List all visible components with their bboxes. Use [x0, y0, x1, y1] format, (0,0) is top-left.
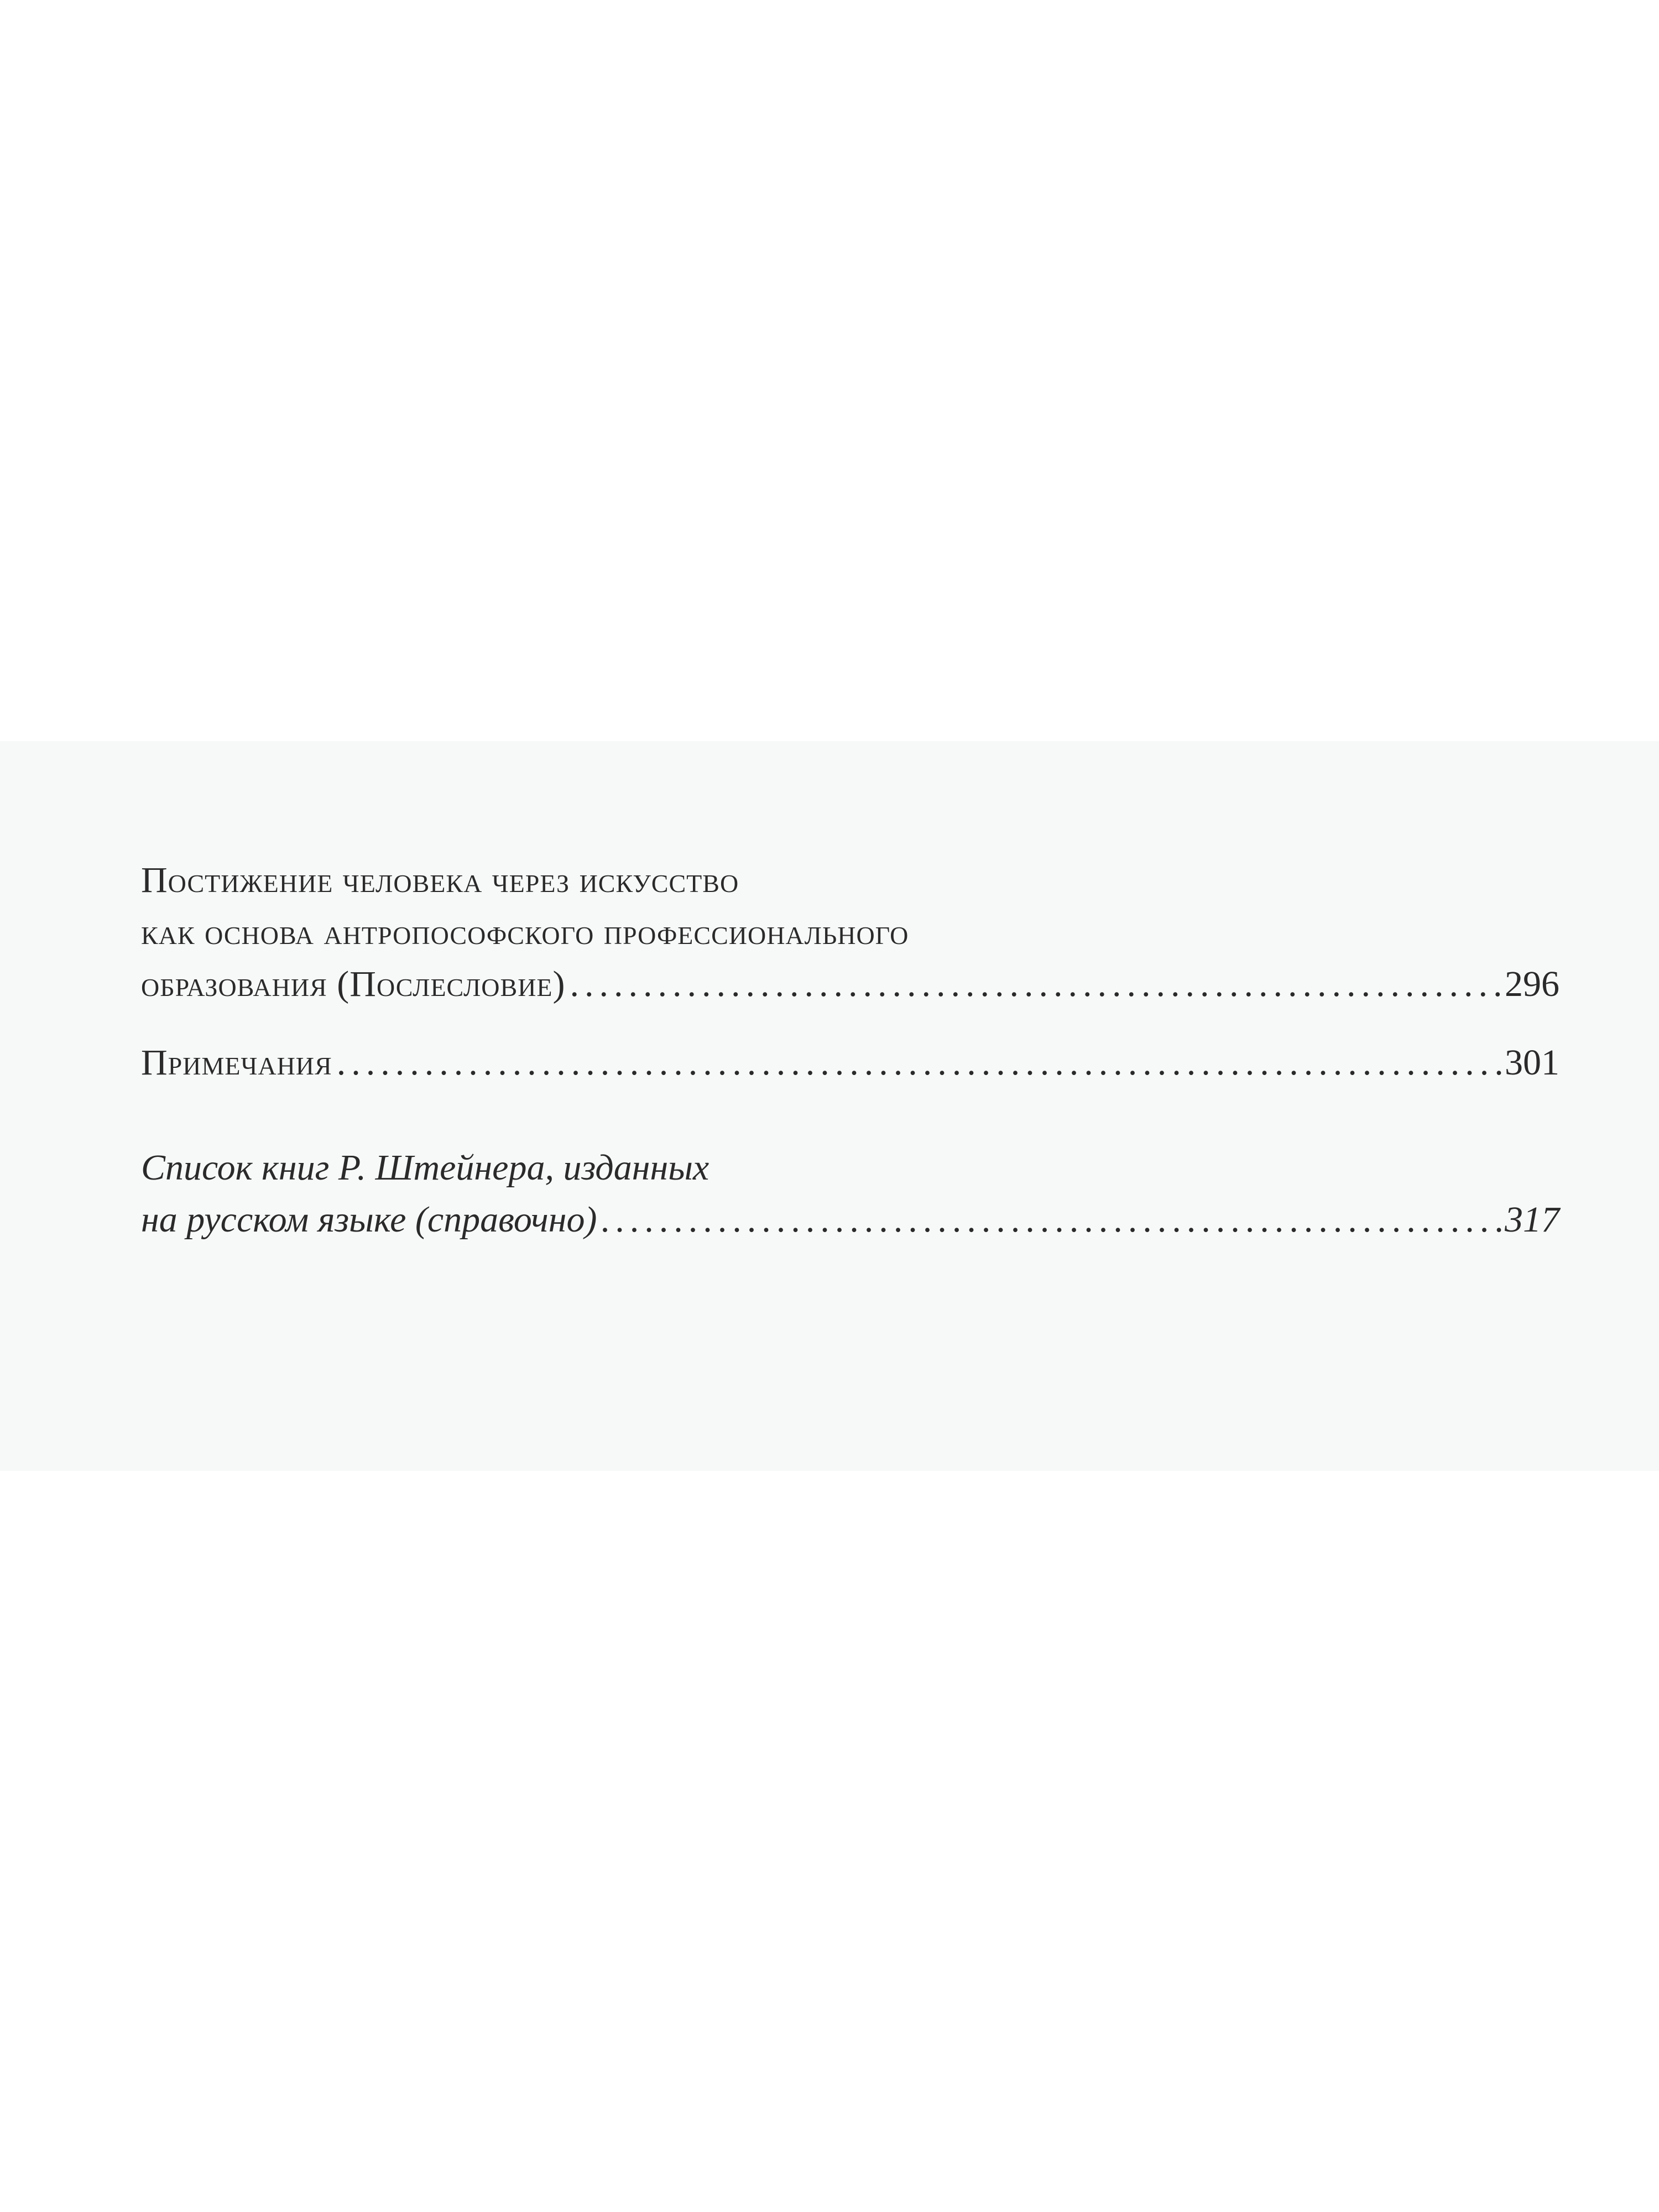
- toc-entry-title-end: образования (Послесловие): [141, 964, 566, 1004]
- toc-entry-title-line: как основа антропософского профессионального: [141, 912, 909, 952]
- toc-entry-last-line: [141, 1194, 1559, 1246]
- toc-entry-title-line: Список книг Р. Штейнера, изданных: [141, 1147, 709, 1188]
- toc-entry-title-line: Постижение человека через искусство: [141, 860, 739, 900]
- dot-leader: [570, 958, 1501, 1010]
- page-number: 301: [1505, 1042, 1559, 1083]
- page-number: 317: [1505, 1199, 1559, 1240]
- dot-leader: [601, 1194, 1501, 1246]
- page-number: 296: [1505, 964, 1559, 1004]
- toc-entry-last-line: [141, 958, 1559, 1010]
- dot-leader: [337, 1037, 1501, 1089]
- toc-entry-title: Примечания: [141, 1042, 332, 1083]
- toc-entry-afterword[interactable]: [141, 854, 1559, 1010]
- toc-entry-last-line: [141, 1037, 1559, 1089]
- table-of-contents: [141, 854, 1559, 1246]
- toc-entry-notes[interactable]: [141, 1037, 1559, 1089]
- toc-entry-booklist[interactable]: [141, 1142, 1559, 1246]
- toc-entry-title-end: на русском языке (справочно): [141, 1199, 597, 1240]
